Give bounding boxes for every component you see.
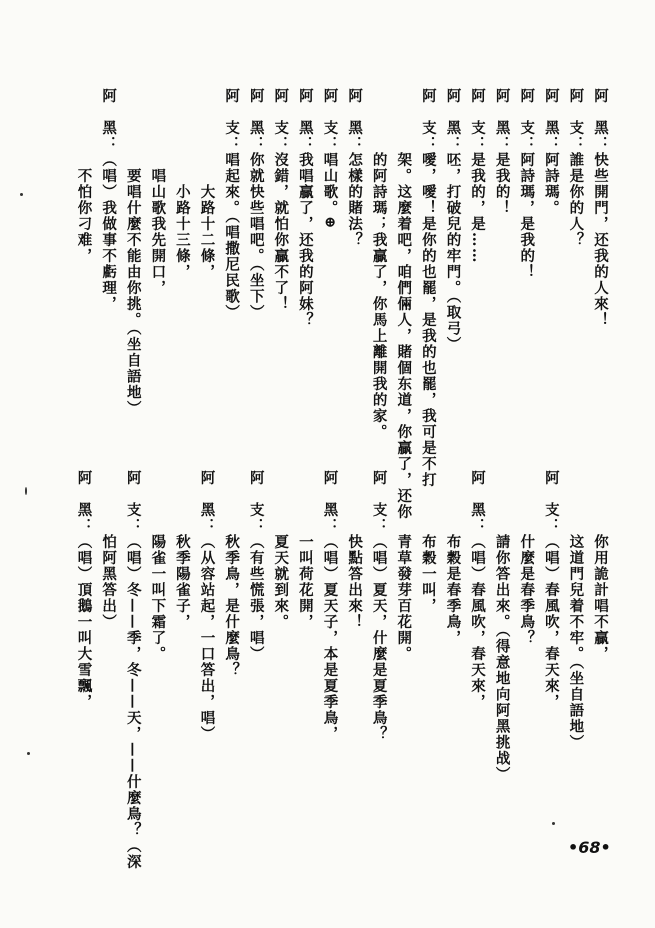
scan-speck (20, 193, 23, 196)
dialogue-line: 阿 黑：怎樣的賭法？ (346, 88, 364, 248)
dialogue-line: 阿 黑：（唱）頂鵝一叫大雪飄， (75, 470, 93, 710)
continuation-line: 夏天就到來。 (272, 534, 290, 630)
page-number: •68• (568, 838, 611, 857)
continuation-line: 大路十二條， (198, 184, 216, 280)
continuation-line: 布穀是春季鳥， (444, 534, 462, 646)
dialogue-line: 阿 黑：你就快些唱吧。（坐下） (247, 88, 265, 321)
continuation-line: 小路十三條， (173, 184, 191, 280)
dialogue-line: 阿 黑：（唱）我做事不虧理， (100, 88, 118, 312)
dialogue-line: 阿 支：阿詩瑪，是我的！ (518, 88, 536, 280)
dialogue-line: 阿 支：沒錯，就怕你贏不了！ (272, 88, 290, 312)
continuation-line: 秋季鳥，是什麼鳥？ (223, 534, 241, 678)
scan-speck (27, 752, 30, 755)
dialogue-line: 阿 黑：（唱）春風吹，春天來， (469, 470, 487, 710)
dialogue-line: 阿 黑：快些開門，还我的人來！ (592, 88, 609, 328)
continuation-line: 一叫荷花開， (296, 534, 314, 630)
dialogue-line: 阿 黑：是我的！ (493, 88, 511, 216)
continuation-line: 請你答出來。（得意地向阿黑挑战） (493, 534, 511, 783)
continuation-line: 你用詭計唱不贏， (592, 534, 609, 662)
continuation-line: 架。这麼着吧，咱們倆人，賭個东道，你贏了，还你 (395, 152, 413, 520)
dialogue-line: 阿 支：唱起來。（唱撒尼民歌） (223, 88, 241, 321)
continuation-line: 秋季陽雀子， (173, 534, 191, 630)
continuation-line: 要唱什麼不能由你挑。（坐自語地） (124, 168, 142, 417)
dialogue-line: 阿 黑：阿詩瑪。 (542, 88, 560, 216)
continuation-line: 不怕你刁难， (75, 168, 93, 264)
dialogue-line: 阿 支：唱山歌。⊕ (321, 88, 339, 230)
continuation-line: 这道門兒着不牢。（坐自語地） (567, 534, 585, 751)
dialogue-line: 阿 黑：呸，打破兒的牢門。（取弓） (444, 88, 462, 353)
scan-speck (552, 822, 555, 825)
continuation-line: 快點答出來！ (346, 534, 364, 630)
continuation-line: 怕阿黑答出） (100, 534, 118, 630)
dialogue-line: 阿 黑：我唱贏了，还我的阿妹？ (296, 88, 314, 328)
dialogue-line: 阿 支：（唱）冬——季，冬——天，——什麼鳥？（深 (124, 470, 142, 870)
upper-text-block (66, 88, 607, 520)
dialogue-line: 阿 支：（唱）夏天，什麼是夏季鳥？ (370, 470, 388, 742)
lower-text-block (66, 470, 607, 870)
dialogue-line: 阿 支：噯，噯！是你的也罷，是我的也罷，我可是不打 (419, 88, 437, 488)
continuation-line: 布穀一叫， (419, 534, 437, 614)
dialogue-line: 阿 黑：（唱）夏天子，本是夏季鳥， (321, 470, 339, 742)
continuation-line: 什麼是春季鳥？ (518, 534, 536, 646)
dialogue-line: 阿 支：誰是你的人？ (567, 88, 585, 248)
dialogue-line: 阿 支：（有些慌張，唱） (247, 470, 265, 662)
dialogue-line: 阿 黑：（从容站起，一口答出，唱） (198, 470, 216, 742)
continuation-line: 的阿詩瑪；我贏了，你馬上離開我的家。 (370, 152, 388, 440)
dialogue-line: 阿 支：（唱）春風吹，春天來， (542, 470, 560, 710)
continuation-line: 陽雀一叫下霜了。 (149, 534, 167, 662)
scan-speck (25, 487, 27, 495)
dialogue-line: 阿 支：是我的，是…… (469, 88, 487, 264)
continuation-line: 青草發芽百花開。 (395, 534, 413, 662)
continuation-line: 唱山歌我先開口， (149, 168, 167, 296)
